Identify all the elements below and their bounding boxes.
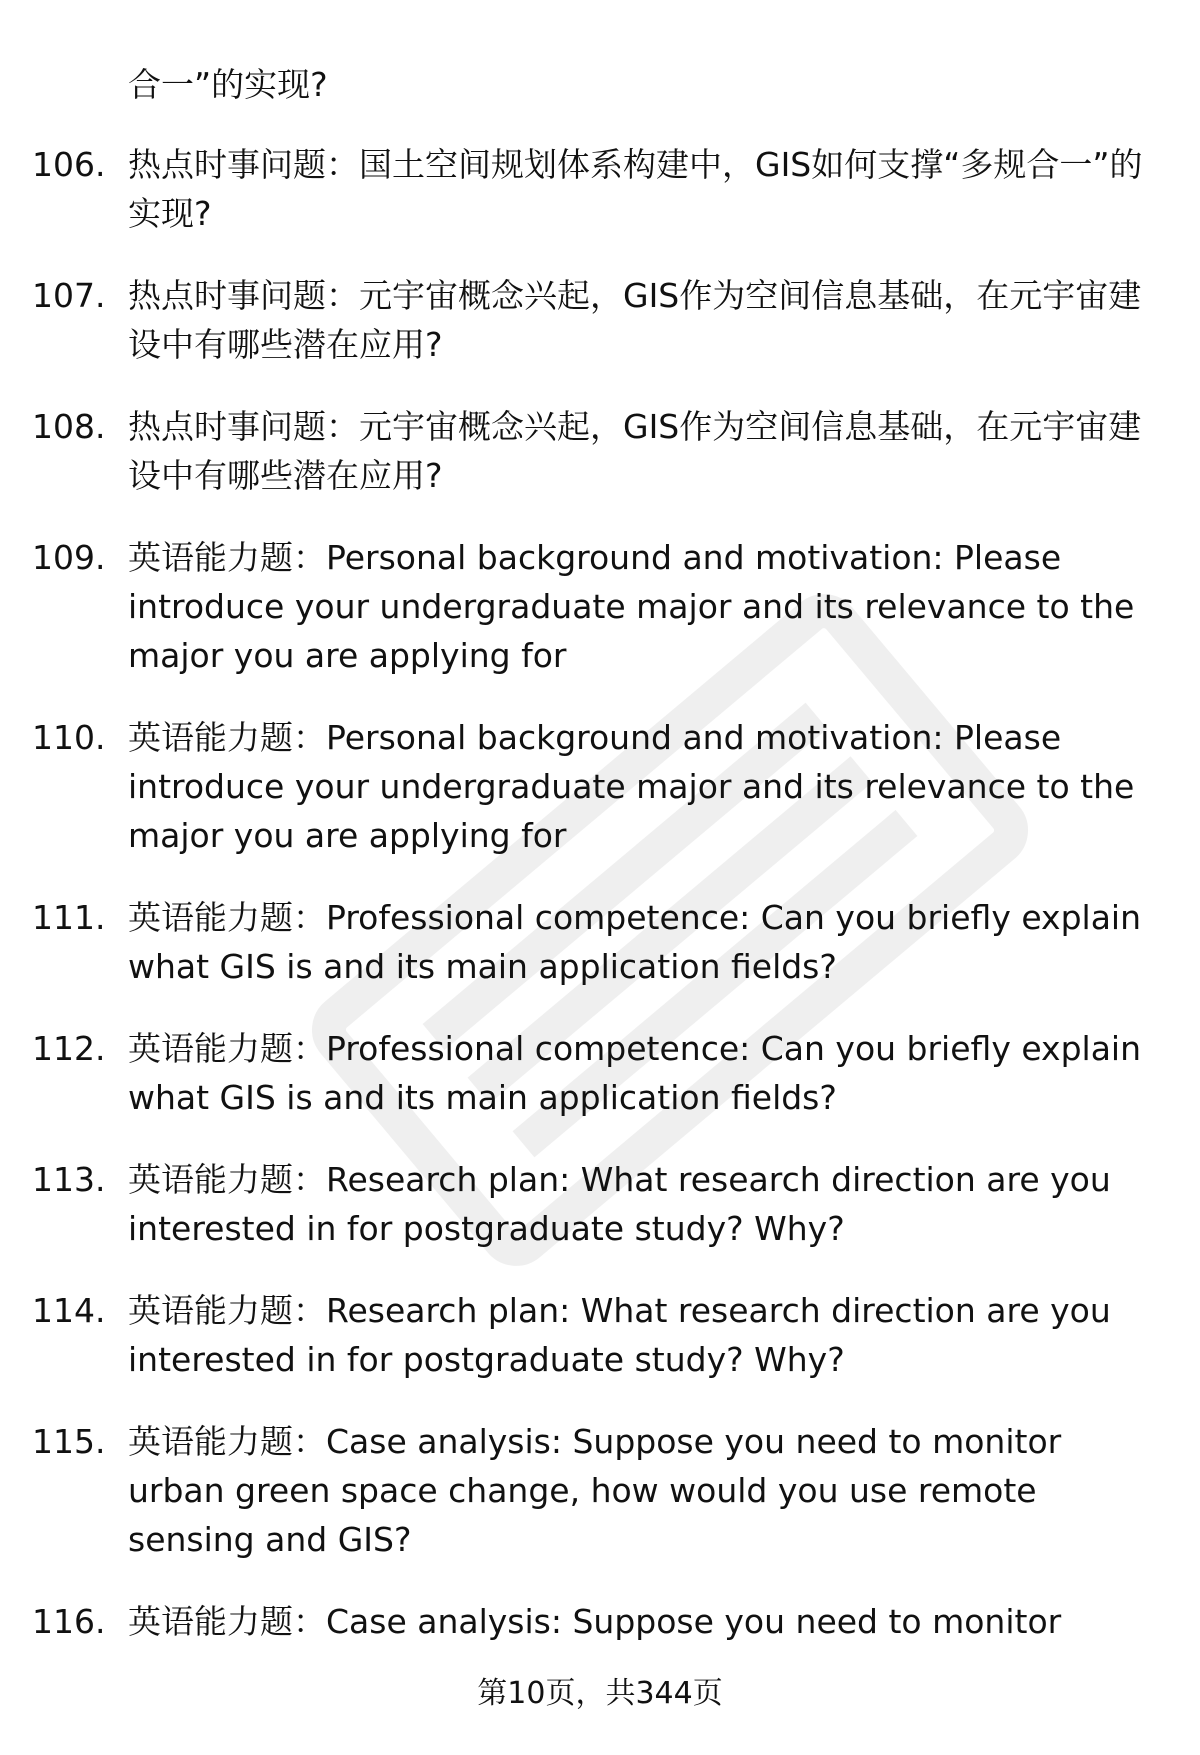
question-item [0,1597,1200,1646]
question-item [0,1286,1200,1384]
question-text: 英语能力题：Professional competence: Can you briefly explain what GIS is and its main application fields? [128,898,1142,986]
question-text: 英语能力题：Research plan: What research direction are you interested in for postgraduate study? Why? [128,1291,1111,1379]
question-list [0,140,1200,1679]
page-number-footer: 第10页，共344页 [477,1676,723,1711]
question-item [0,533,1200,680]
question-item [0,713,1200,860]
question-number: 109. [32,538,106,577]
question-text: 英语能力题：Case analysis: Suppose you need to monitor [128,1602,1062,1641]
question-item [0,402,1200,500]
question-item [0,1155,1200,1253]
question-number: 110. [32,718,106,757]
question-item [0,893,1200,991]
question-item [0,140,1200,238]
question-text: 英语能力题：Personal background and motivation: Please introduce your undergraduate major and its relevance to the major you are applying for [128,718,1135,855]
question-number: 106. [32,145,106,184]
continued-question-text: 合一”的实现? [128,65,328,104]
question-text: 热点时事问题：元宇宙概念兴起，GIS作为空间信息基础，在元宇宙建设中有哪些潜在应用? [128,407,1142,495]
question-item [0,1024,1200,1122]
question-text: 英语能力题：Professional competence: Can you briefly explain what GIS is and its main application fields? [128,1029,1142,1117]
question-text: 英语能力题：Personal background and motivation: Please introduce your undergraduate major and its relevance to the major you are applying for [128,538,1135,675]
question-number: 113. [32,1160,106,1199]
question-number: 116. [32,1602,106,1641]
question-number: 115. [32,1422,106,1461]
question-text: 热点时事问题：国土空间规划体系构建中，GIS如何支撑“多规合一”的实现? [128,145,1143,233]
question-text: 英语能力题：Case analysis: Suppose you need to monitor urban green space change, how would you use remote sensing and GIS? [128,1422,1062,1559]
question-text: 英语能力题：Research plan: What research direction are you interested in for postgraduate study? Why? [128,1160,1111,1248]
question-number: 108. [32,407,106,446]
question-number: 114. [32,1291,106,1330]
question-text: 热点时事问题：元宇宙概念兴起，GIS作为空间信息基础，在元宇宙建设中有哪些潜在应用? [128,276,1142,364]
question-number: 111. [32,898,106,937]
question-number: 107. [32,276,106,315]
question-number: 112. [32,1029,106,1068]
question-item [0,271,1200,369]
question-item [0,1417,1200,1564]
